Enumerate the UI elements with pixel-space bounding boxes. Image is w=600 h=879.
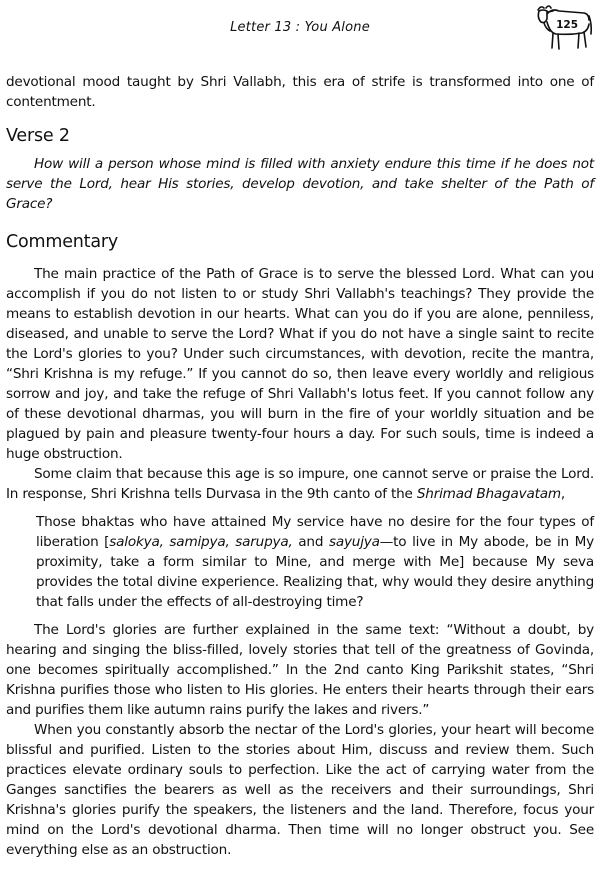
page-header [0, 0, 600, 52]
paragraph-2-end: , [560, 486, 566, 502]
verse-heading: Verse 2 [6, 126, 70, 146]
liberation-term-last: sayujya [328, 534, 380, 550]
page-number: 125 [556, 19, 578, 31]
block-quote [36, 512, 594, 612]
quote-and: and [292, 534, 329, 550]
commentary-paragraph-4: When you constantly absorb the nectar of the Lord's glories, your heart will become blissful and purified. Listen to the stories about Him, discuss and review them. Such practices elevate ordinary souls to perfection. Like the act of carrying water from the Ganges sanctifies the bearers as well as the receivers and their surroundings, Shri Krishna's glories purify the speakers, the listeners and the land. Therefore, focus your mind on the Lord's devotional dharma. Then time will no longer obstruct you. See everything else as an obstruction. [6, 722, 594, 858]
verse-text: How will a person whose mind is filled with anxiety endure this time if he does not serve the Lord, hear His stories, develop devotion, and take shelter of the Path of Grace? [6, 156, 594, 212]
commentary-paragraph-2 [6, 464, 594, 504]
commentary-paragraph-1: The main practice of the Path of Grace is to serve the blessed Lord. What can you accomplish if you do not listen to or study Shri Vallabh's teachings? They provide the means to establish devotion in our hearts. What can you do if you are alone, penniless, diseased, and unable to serve the Lord? What if you do not have a single saint to recite the Lord's glories to you? Under such circumstances, with devotion, recite the mantra, “Shri Krishna is my refuge.” If you cannot do so, then leave every worldly and religious sorrow and joy, and take the refuge of Shri Vallabh's lotus feet. If you cannot follow any of these devotional dharmas, you will burn in the fire of your worldly situation and be plagued by pain and pleasure twenty-four hours a day. For such souls, time is indeed a huge obstruction. [6, 266, 594, 462]
commentary-paragraph-3: The Lord's glories are further explained in the same text: “Without a doubt, by hearing and singing the bliss-filled, lovely stories that tell of the greatness of Govinda, one becomes spiritually accomplished.” In the 2nd canto King Parikshit states, “Shri Krishna purifies those who listen to His glories. He enters their hearts through their ears and purifies them like autumn rains purify the lakes and rivers.” [6, 622, 594, 718]
quote-text-start: Those bhaktas who have attained My service have no desire for the four types of liberation [ [36, 514, 594, 550]
paragraph-2-text: Some claim that because this age is so impure, one cannot serve or praise the Lord. In response, Shri Krishna tells Durvasa in the 9th canto of the [6, 466, 594, 502]
page-body [6, 72, 594, 860]
commentary-heading: Commentary [6, 232, 119, 252]
quote-text-end: —to live in My abode, be in My proximity, take a form similar to Mine, and merge with Me] because My seva provides the total divine experience. Realizing that, why would they desire anything that falls under the effects of all-destroying time? [36, 534, 594, 610]
liberation-terms: salokya, samipya, sarupya, [109, 534, 293, 550]
running-head: Letter 13 : You Alone [230, 20, 370, 35]
intro-paragraph: devotional mood taught by Shri Vallabh, this era of strife is transformed into one of contentment. [6, 74, 594, 110]
scripture-title: Shrimad Bhagavatam [416, 486, 561, 502]
